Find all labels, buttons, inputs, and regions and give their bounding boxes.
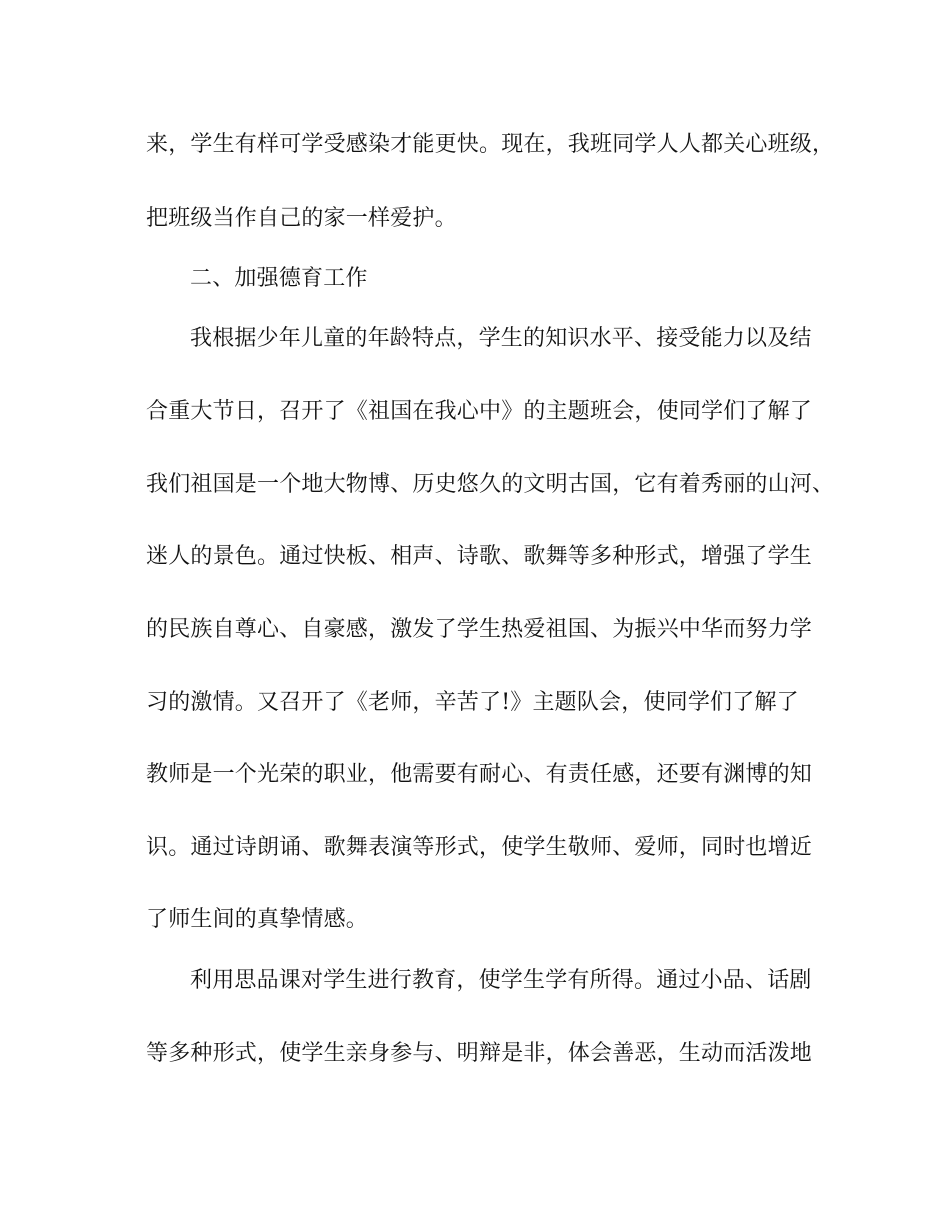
- section-heading: 二、加强德育工作: [190, 266, 368, 291]
- text-line: 我根据少年儿童的年龄特点，学生的知识水平、接受能力以及结: [190, 326, 812, 351]
- text-line: 教师是一个光荣的职业，他需要有耐心、有责任感，还要有渊博的知: [146, 762, 813, 787]
- text-line: 把班级当作自己的家一样爱护。: [146, 206, 457, 231]
- text-line: 我们祖国是一个地大物博、历史悠久的文明古国，它有着秀丽的山河、: [146, 472, 835, 497]
- text-line: 习的激情。又召开了《老师，辛苦了!》主题队会，使同学们了解了: [146, 690, 799, 715]
- text-line: 迷人的景色。通过快板、相声、诗歌、歌舞等多种形式，增强了学生: [146, 544, 813, 569]
- text-line: 来，学生有样可学受感染才能更快。现在，我班同学人人都关心班级，: [146, 132, 835, 157]
- text-line: 利用思品课对学生进行教育，使学生学有所得。通过小品、话剧: [190, 968, 812, 993]
- text-line: 识。通过诗朗诵、歌舞表演等形式，使学生敬师、爱师，同时也增近: [146, 835, 813, 860]
- text-line: 合重大节日，召开了《祖国在我心中》的主题班会，使同学们了解了: [146, 399, 813, 424]
- text-line: 的民族自尊心、自豪感，激发了学生热爱祖国、为振兴中华而努力学: [146, 617, 813, 642]
- text-line: 了师生间的真挚情感。: [146, 907, 369, 932]
- text-line: 等多种形式，使学生亲身参与、明辩是非，体会善恶，生动而活泼地: [146, 1041, 813, 1066]
